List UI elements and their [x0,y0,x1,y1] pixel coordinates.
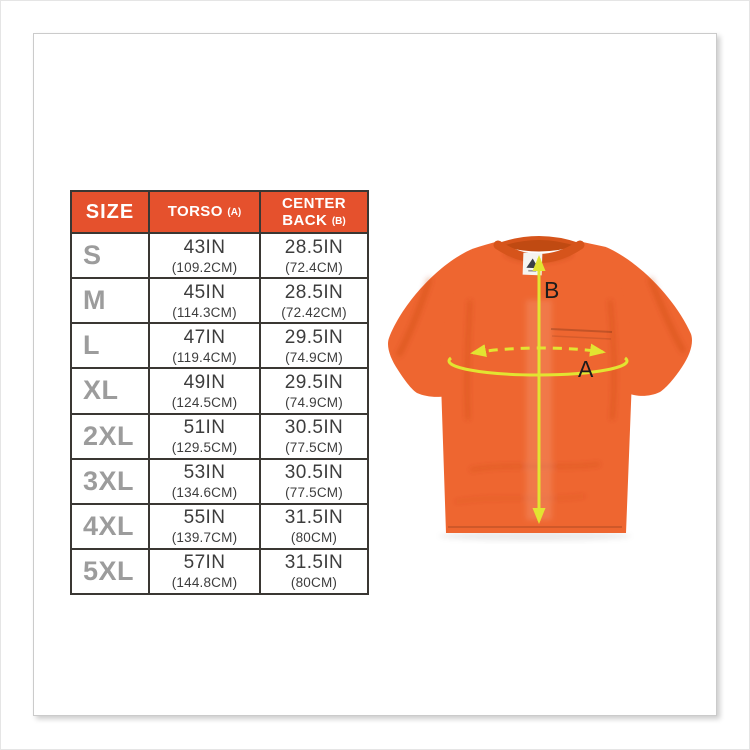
torso-inches: 55IN [183,507,226,529]
torso-inches: 53IN [183,462,226,484]
torso-cm: (134.6CM) [171,485,238,501]
back-cm: (80CM) [290,575,338,591]
torso-value [149,368,260,413]
back-inches: 30.5IN [284,417,344,439]
torso-header-label: TORSO [167,203,223,221]
size-row-2xl [71,414,368,459]
torso-value [149,233,260,278]
size-label: L [71,323,149,368]
torso-cm: (109.2CM) [171,259,238,275]
back-cm: (74.9CM) [285,349,343,365]
torso-value [149,278,260,323]
col-header-torso [149,191,260,233]
content-panel [33,33,717,716]
torso-inches: 43IN [183,236,226,258]
size-label: S [71,233,149,278]
center-back-value [260,278,368,323]
header-row [71,191,368,233]
center-back-header-sub: (B) [331,216,346,227]
size-label: XL [71,368,149,413]
size-row-s [71,233,368,278]
back-inches: 31.5IN [284,507,344,529]
back-cm: (72.4CM) [285,259,343,275]
back-inches: 29.5IN [284,371,344,393]
label-b: B [544,277,560,303]
tshirt-measurement-diagram [375,225,705,545]
label-a: A [578,356,594,382]
size-row-5xl [71,549,368,594]
torso-inches: 51IN [183,417,226,439]
back-inches: 29.5IN [284,326,344,348]
size-label: 5XL [71,549,149,594]
center-back-value [260,549,368,594]
col-header-center-back [260,191,368,233]
size-label: 2XL [71,414,149,459]
back-cm: (72.42CM) [281,304,347,320]
center-back-value [260,414,368,459]
torso-value [149,323,260,368]
size-chart-table [70,190,369,595]
torso-value [149,504,260,549]
torso-cm: (124.5CM) [171,394,238,410]
size-row-3xl [71,459,368,504]
torso-cm: (114.3CM) [172,304,237,320]
back-inches: 30.5IN [284,462,344,484]
torso-cm: (144.8CM) [171,575,238,591]
torso-value [149,414,260,459]
torso-value [149,459,260,504]
torso-inches: 49IN [183,371,226,393]
torso-cm: (119.4CM) [172,349,237,365]
torso-header-sub: (A) [227,207,242,219]
center-back-value [260,323,368,368]
size-label: M [71,278,149,323]
center-back-value [260,459,368,504]
torso-inches: 57IN [183,552,226,574]
torso-cm: (129.5CM) [171,440,238,456]
torso-cm: (139.7CM) [171,530,238,546]
size-label: 4XL [71,504,149,549]
size-row-4xl [71,504,368,549]
size-row-xl [71,368,368,413]
back-inches: 28.5IN [284,281,344,303]
center-back-header-line2: BACK [282,212,328,229]
center-back-value [260,233,368,278]
size-label: 3XL [71,459,149,504]
back-cm: (74.9CM) [285,394,343,410]
torso-inches: 45IN [183,281,226,303]
torso-value [149,549,260,594]
back-inches: 28.5IN [284,236,344,258]
size-row-m [71,278,368,323]
center-back-value [260,368,368,413]
center-back-header-line1: CENTER [281,194,347,212]
back-cm: (77.5CM) [285,440,343,456]
size-header-label: SIZE [85,200,135,223]
back-inches: 31.5IN [284,552,344,574]
back-cm: (77.5CM) [285,485,343,501]
back-cm: (80CM) [290,530,338,546]
center-back-value [260,504,368,549]
col-header-size [71,191,149,233]
torso-inches: 47IN [183,326,226,348]
size-row-l [71,323,368,368]
